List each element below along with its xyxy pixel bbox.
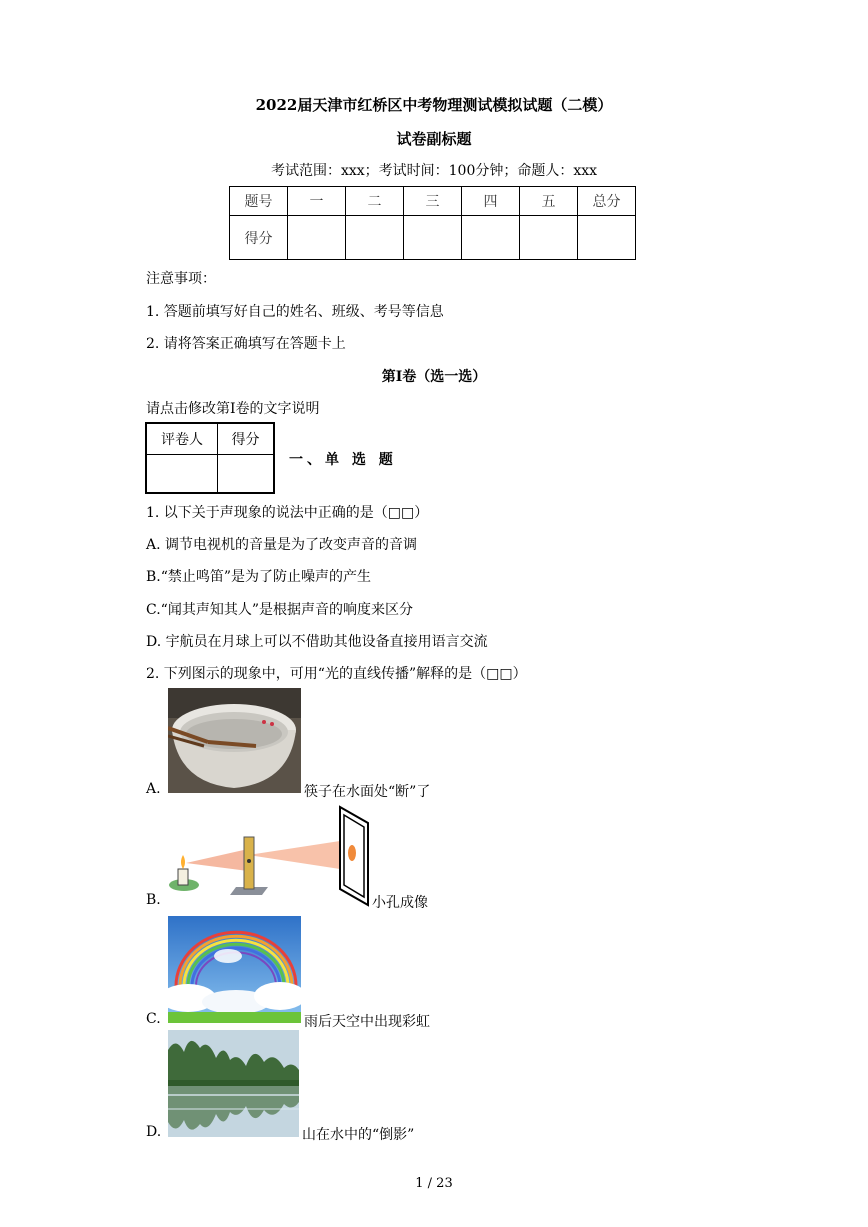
grader-header: 得分 [218, 423, 275, 455]
section-note[interactable]: 请点击修改第I卷的文字说明 [146, 401, 320, 417]
score-header-cell: 总分 [578, 187, 636, 216]
notice-item: 1. 答题前填写好自己的姓名、班级、考号等信息 [146, 304, 444, 320]
score-cell [404, 216, 462, 260]
notice-item: 2. 请将答案正确填写在答题卡上 [146, 336, 346, 352]
score-cell [288, 216, 346, 260]
pinhole-camera-image [168, 805, 372, 907]
score-header-cell: 一 [288, 187, 346, 216]
grader-table [145, 422, 275, 494]
score-header-cell: 题号 [230, 187, 288, 216]
q2-option-c-caption: 雨后天空中出现彩虹 [304, 1014, 430, 1030]
notice-heading: 注意事项： [146, 271, 216, 287]
grader-cell [146, 455, 218, 494]
q2-option-b-letter: B. [146, 892, 161, 908]
q1-option-d: D. 宇航员在月球上可以不借助其他设备直接用语言交流 [146, 634, 488, 650]
page-number: 1 / 23 [415, 1176, 453, 1191]
score-header-cell: 三 [404, 187, 462, 216]
exam-title: 2022届天津市红桥区中考物理测试模拟试题（二模） [255, 96, 613, 114]
mountain-reflection-image [168, 1030, 299, 1137]
score-header-cell: 五 [520, 187, 578, 216]
score-cell [578, 216, 636, 260]
score-cell [462, 216, 520, 260]
q2-option-a-letter: A. [146, 781, 161, 797]
rainbow-image [168, 916, 301, 1023]
q2-option-b-caption: 小孔成像 [372, 895, 428, 911]
q2-option-a-caption: 筷子在水面处“断”了 [304, 784, 431, 800]
score-row-label: 得分 [230, 216, 288, 260]
score-table [229, 186, 636, 260]
score-cell [346, 216, 404, 260]
score-header-cell: 二 [346, 187, 404, 216]
q1-option-c: C.“闻其声知其人”是根据声音的响度来区分 [146, 602, 413, 618]
exam-subtitle: 试卷副标题 [396, 130, 472, 148]
q1-option-a: A. 调节电视机的音量是为了改变声音的音调 [146, 537, 418, 553]
score-cell [520, 216, 578, 260]
q2-option-d-caption: 山在水中的“倒影” [302, 1127, 415, 1143]
section-title: 第I卷（选一选） [381, 369, 487, 385]
q2-option-d-letter: D. [146, 1124, 162, 1140]
bowl-chopsticks-image [168, 688, 301, 793]
question-1-stem: 1. 以下关于声现象的说法中正确的是（□□） [146, 505, 429, 521]
question-2-stem: 2. 下列图示的现象中，可用“光的直线传播”解释的是（□□） [146, 666, 527, 682]
score-header-cell: 四 [462, 187, 520, 216]
grader-cell [218, 455, 275, 494]
grader-header: 评卷人 [146, 423, 218, 455]
exam-info: 考试范围：xxx；考试时间：100分钟；命题人：xxx [270, 163, 598, 179]
q2-option-c-letter: C. [146, 1011, 161, 1027]
part-title: 一、单 选 题 [289, 452, 397, 468]
q1-option-b: B.“禁止鸣笛”是为了防止噪声的产生 [146, 569, 372, 585]
